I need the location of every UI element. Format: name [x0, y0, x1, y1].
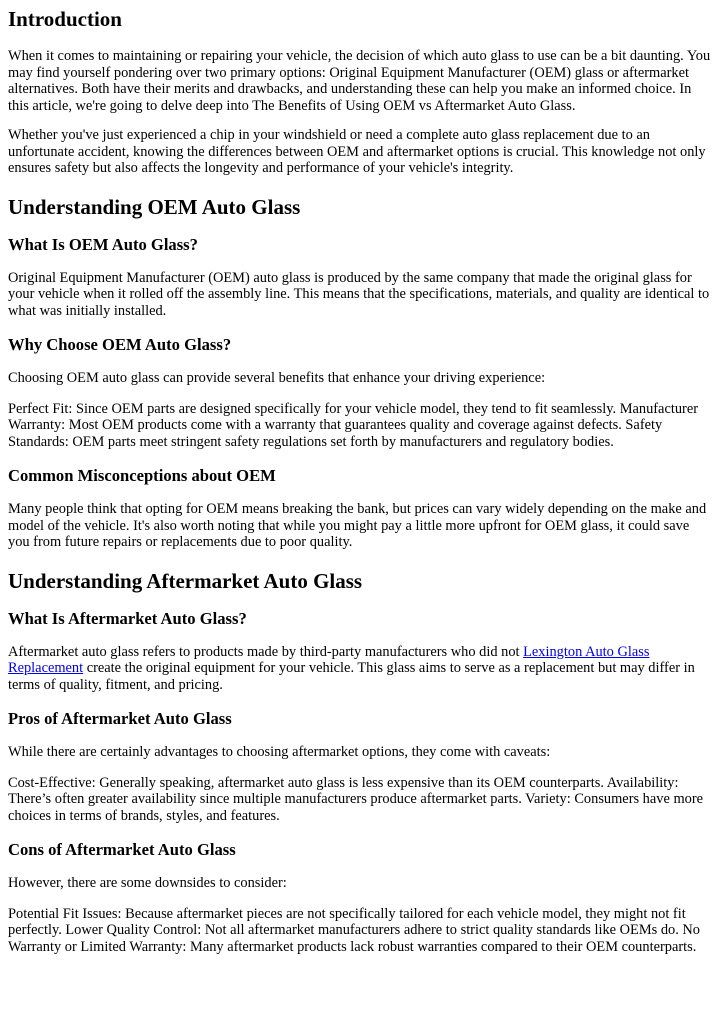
document-page	[0, 7, 720, 1024]
paragraph-cons-aftermarket-list: Potential Fit Issues: Because aftermarket pieces are not specifically tailored for each vehicle model, they might not fit perfectly. Lower Quality Control: Not all aftermarket manufacturers adhere to strict quality standards like OEMs do. No Warranty or Limited Warranty: Many aftermarket products lack robust warranties compared to their OEM counterparts.	[8, 905, 701, 955]
subheading-cons-aftermarket: Cons of Aftermarket Auto Glass	[8, 840, 236, 859]
paragraph-cons-aftermarket-intro: However, there are some downsides to consider:	[8, 875, 287, 891]
subheading-pros-aftermarket: Pros of Aftermarket Auto Glass	[8, 709, 232, 728]
paragraph-why-choose-oem-list: Perfect Fit: Since OEM parts are designed specifically for your vehicle model, they tend to fit seamlessly. Manufacturer Warranty: Most OEM products come with a warranty that guarantees quality and coverage against defects. Safety Standards: OEM parts meet stringent safety regulations set forth by manufacturers and regulatory bodies.	[8, 400, 698, 450]
section-heading-introduction: Introduction	[8, 7, 122, 31]
paragraph-pros-aftermarket-list: Cost-Effective: Generally speaking, aftermarket auto glass is less expensive than its OEM counterparts. Availability: There’s often greater availability since multiple manufacturers produce aftermarket parts. Variety: Consumers have more choices in terms of brands, styles, and features.	[8, 774, 704, 824]
subheading-misconceptions-oem: Common Misconceptions about OEM	[8, 466, 276, 485]
section-heading-oem: Understanding OEM Auto Glass	[8, 194, 301, 219]
paragraph-misconceptions-oem: Many people think that opting for OEM means breaking the bank, but prices can vary widely depending on the make and model of the vehicle. It's also worth noting that while you might pay a little more upfront for OEM glass, it could save you from future repairs or replacements due to poor quality.	[8, 501, 707, 550]
paragraph-pros-aftermarket-intro: While there are certainly advantages to choosing aftermarket options, they come with caveats:	[8, 744, 551, 760]
lexington-auto-glass-link[interactable]: Lexington Auto Glass Replacement	[8, 643, 650, 676]
paragraph-text-after-link: create the original equipment for your vehicle. This glass aims to serve as a replacement but may differ in terms of quality, fitment, and pricing.	[8, 660, 695, 693]
paragraph-why-choose-oem-intro: Choosing OEM auto glass can provide several benefits that enhance your driving experience:	[8, 370, 546, 386]
subheading-what-is-aftermarket: What Is Aftermarket Auto Glass?	[8, 608, 247, 628]
paragraph-text-before-link: Aftermarket auto glass refers to products made by third-party manufacturers who did not	[8, 643, 524, 660]
section-heading-aftermarket: Understanding Aftermarket Auto Glass	[8, 568, 363, 593]
intro-paragraph-1: When it comes to maintaining or repairing your vehicle, the decision of which auto glass to use can be a bit daunting. You may find yourself pondering over two primary options: Original Equipment Manufacturer (OEM) glass or aftermarket alternatives. Both have their merits and drawbacks, and understanding these can help you make an informed choice. In this article, we're going to delve deep into The Benefits of Using OEM vs Aftermarket Auto Glass.	[8, 48, 711, 114]
paragraph-what-is-oem: Original Equipment Manufacturer (OEM) auto glass is produced by the same company that made the original glass for your vehicle when it rolled off the assembly line. This means that the specifications, materials, and quality are identical to what was initially installed.	[8, 269, 710, 319]
paragraph-what-is-aftermarket	[8, 644, 712, 694]
intro-paragraph-2: Whether you've just experienced a chip in your windshield or need a complete auto glass replacement due to an unfortunate accident, knowing the differences between OEM and aftermarket options is crucial. This knowledge not only ensures safety but also affects the longevity and performance of your vehicle's integrity.	[8, 127, 706, 176]
subheading-what-is-oem: What Is OEM Auto Glass?	[8, 234, 198, 254]
subheading-why-choose-oem: Why Choose OEM Auto Glass?	[8, 335, 232, 354]
